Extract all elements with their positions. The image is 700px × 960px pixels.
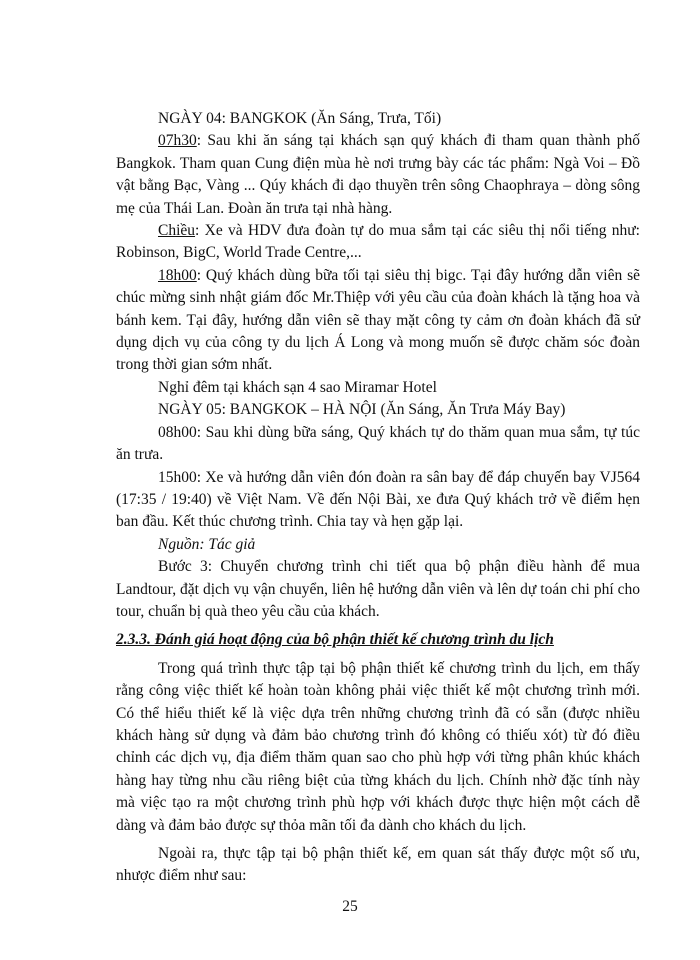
source-note: Nguồn: Tác giả	[158, 535, 256, 553]
day4-overnight: Nghỉ đêm tại khách sạn 4 sao Miramar Hotel	[158, 378, 437, 396]
day4-evening-paragraph	[116, 265, 640, 377]
day4-afternoon-text: : Xe và HDV đưa đoàn tự do mua sắm tại các siêu thị nổi tiếng như: Robinson, BigC, World Trade Centre,...	[116, 222, 640, 262]
section-heading: 2.3.3. Đánh giá hoạt động của bộ phận thiết kế chương trình du lịch	[116, 631, 554, 649]
step3-paragraph: Bước 3: Chuyển chương trình chi tiết qua bộ phận điều hành để mua Landtour, đặt dịch vụ vận chuyển, liên hệ hướng dẫn viên và lên dự toán chi phí cho tour, chuẩn bị quà theo yêu cầu của khách.	[116, 558, 640, 620]
day5-afternoon-paragraph: 15h00: Xe và hướng dẫn viên đón đoàn ra sân bay để đáp chuyến bay VJ564 (17:35 / 19:40) về Việt Nam. Về đến Nội Bài, xe đưa Quý khách trở về điểm hẹn ban đầu. Kết thúc chương trình. Chia tay và hẹn gặp lại.	[116, 468, 640, 531]
section-paragraph-2: Ngoài ra, thực tập tại bộ phận thiết kế, em quan sát thấy được một số ưu, nhược điểm như sau:	[116, 845, 640, 885]
day4-morning-paragraph	[116, 130, 640, 220]
page-number: 25	[342, 898, 358, 915]
day4-morning-time: 07h30	[158, 132, 197, 150]
page-content	[116, 108, 640, 888]
day4-evening-time: 18h00	[158, 266, 197, 284]
day5-morning-paragraph: 08h00: Sau khi dùng bữa sáng, Quý khách tự do thăm quan mua sắm, tự túc ăn trưa.	[116, 423, 640, 464]
day4-title: NGÀY 04: BANGKOK (Ăn Sáng, Trưa, Tối)	[158, 110, 442, 127]
day4-afternoon-paragraph	[116, 220, 640, 265]
section-paragraph-1: Trong quá trình thực tập tại bộ phận thiết kế chương trình du lịch, em thấy rằng công việc thiết kế hoàn toàn không phải việc thiết kế một chương trình mới. Có thể hiểu thiết kế là việc dựa trên những chương trình đã có sẵn (được nhiều khách hàng sử dụng và đảm bảo chương trình đó không có thiếu xót) từ đó điều chỉnh các dịch vụ, địa điểm thăm quan sao cho phù hợp với từng phân khúc khách hàng hay từng nhu cầu riêng biệt của từng khách du lịch. Chính nhờ đặc tính này mà việc tạo ra một chương trình phù hợp với khách được thực hiện một cách dễ dàng và đảm bảo được sự thỏa mãn tối đa dành cho khách du lịch.	[116, 659, 640, 834]
day4-evening-text: : Quý khách dùng bữa tối tại siêu thị bigc. Tại đây hướng dẫn viên sẽ chúc mừng sinh nhật giám đốc Mr.Thiệp với yêu cầu của đoàn khách là tặng hoa và bánh kem. Tại đây, hướng dẫn viên sẽ thay mặt công ty cảm ơn đoàn khách đã sử dụng dịch vụ của công ty du lịch Á Long và mong muốn sẽ được chăm sóc đoàn trong thời gian sớm nhất.	[116, 266, 640, 374]
day5-title: NGÀY 05: BANGKOK – HÀ NỘI (Ăn Sáng, Ăn Trưa Máy Bay)	[158, 401, 566, 419]
day4-morning-text: : Sau khi ăn sáng tại khách sạn quý khách đi tham quan thành phố Bangkok. Tham quan Cung điện mùa hè nơi trưng bày các tác phẩm: Ngà Voi – Đồ vật bằng Bạc, Vàng ... Qúy khách đi dạo thuyền trên sông Chaophraya – dòng sông mẹ của Thái Lan. Đoàn ăn trưa tại nhà hàng.	[116, 132, 640, 217]
day4-afternoon-time: Chiều	[158, 222, 196, 240]
